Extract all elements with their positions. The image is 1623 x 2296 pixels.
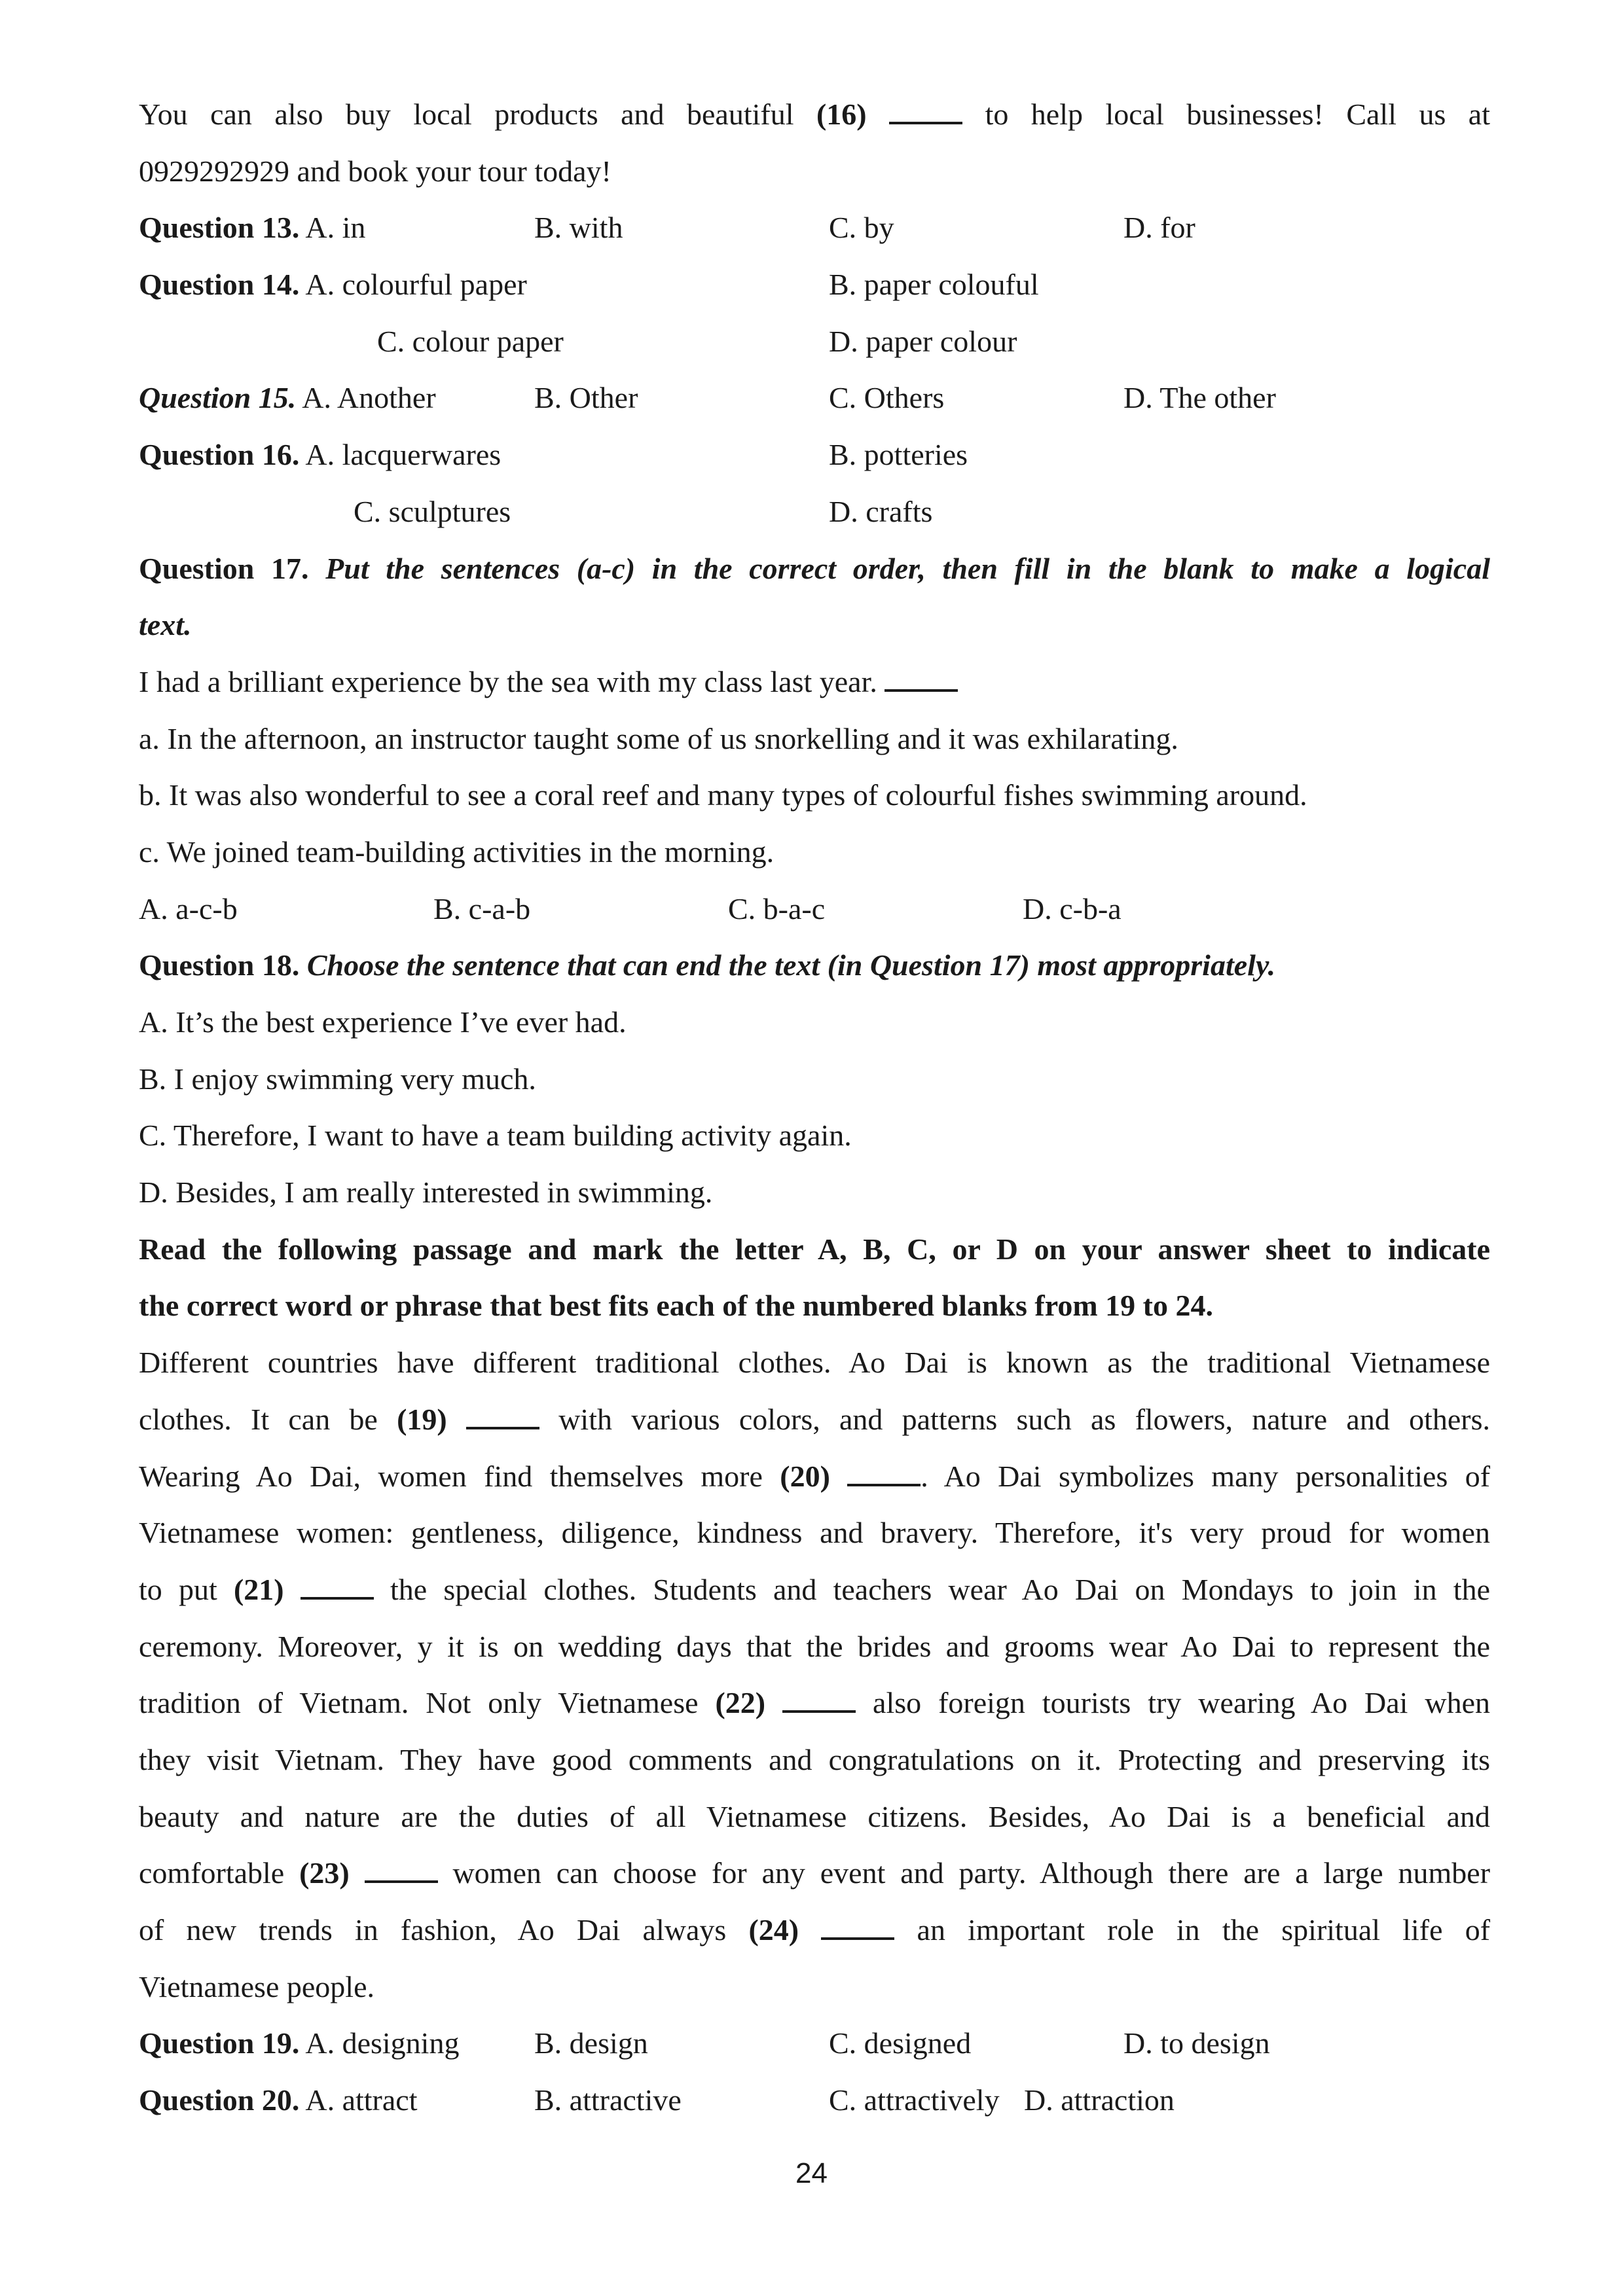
text: tradition of Vietnam. Not only Vietnamese — [139, 1686, 699, 1720]
option-d: D. Besides, I am really interested in swimming. — [139, 1175, 713, 1210]
option-c: C. sculptures — [354, 494, 511, 528]
question-label: Question 14. — [139, 268, 300, 302]
passage-line — [139, 1845, 1490, 1902]
blank-number: (19) — [397, 1402, 447, 1436]
option-a: A. in — [305, 211, 366, 245]
option-c: C. b-a-c — [728, 891, 826, 925]
sentence-a: a. In the afternoon, an instructor taught some of us snorkelling and it was exhilarating. — [139, 721, 1178, 755]
passage-line: Vietnamese people. — [139, 1969, 374, 2003]
option-b: B. design — [534, 2026, 648, 2060]
text: clothes. It can be — [139, 1402, 378, 1436]
option-a: A. attract — [305, 2083, 418, 2117]
option-a: A. colourful paper — [305, 268, 527, 302]
option-c: C. by — [829, 211, 894, 245]
option-a: A. lacquerwares — [305, 438, 501, 472]
reading-instruction: Read the following passage and mark the letter A, B, C, or D on your answer sheet to indicate — [139, 1232, 1490, 1266]
option-d: D. The other — [1123, 381, 1276, 415]
text: Wearing Ao Dai, women find themselves more — [139, 1459, 763, 1493]
text: the special clothes. Students and teachers wear Ao Dai on Mondays to join in the — [390, 1572, 1491, 1606]
text: women can choose for any event and party. Although there are a large number — [452, 1856, 1491, 1890]
question-16-cont — [139, 484, 1490, 541]
question-label: Question 17. — [139, 551, 309, 585]
option-c: C. designed — [829, 2026, 972, 2060]
option-c: C. attractively — [829, 2083, 1000, 2117]
question-17-instruction — [139, 541, 1490, 598]
answer-blank — [301, 1575, 374, 1600]
question-19 — [139, 2015, 1490, 2072]
blank-number: (24) — [748, 1913, 799, 1946]
sentence-c: c. We joined team-building activities in the morning. — [139, 834, 775, 869]
answer-blank — [884, 667, 958, 692]
text: . Ao Dai symbolizes many personalities of — [921, 1459, 1491, 1493]
question-14 — [139, 257, 1490, 314]
question-18-instruction — [139, 937, 1490, 994]
option-c: C. colour paper — [377, 324, 564, 358]
text: also foreign tourists try wearing Ao Dai when — [873, 1686, 1491, 1720]
sentence-b: b. It was also wonderful to see a coral reef and many types of colourful fishes swimming around. — [139, 778, 1307, 812]
page-number: 24 — [795, 2157, 828, 2189]
option-b: B. c-a-b — [433, 891, 531, 925]
passage-line: Vietnamese women: gentleness, diligence, kindness and bravery. Therefore, it's very proud for women — [139, 1516, 1490, 1550]
question-label: Question 16. — [139, 438, 300, 472]
blank-number: (21) — [233, 1572, 284, 1606]
option-a: A. a-c-b — [139, 891, 238, 925]
text: comfortable — [139, 1856, 285, 1890]
option-c: C. Therefore, I want to have a team building activity again. — [139, 1119, 852, 1153]
option-a: A. It’s the best experience I’ve ever had. — [139, 1005, 627, 1039]
document-page — [139, 86, 1490, 2129]
option-b: B. potteries — [829, 438, 968, 472]
text: of new trends in fashion, Ao Dai always — [139, 1913, 727, 1946]
reading-instruction: the correct word or phrase that best fits each of the numbered blanks from 19 to 24. — [139, 1289, 1213, 1323]
question-label: Question 13. — [139, 211, 300, 245]
blank-number: (20) — [780, 1459, 830, 1493]
passage-line — [139, 1675, 1490, 1732]
option-c: C. Others — [829, 381, 945, 415]
passage-line — [139, 86, 1490, 143]
passage-line — [139, 1902, 1490, 1959]
question-17-intro — [139, 654, 1490, 711]
question-label: Question 15. — [139, 381, 297, 415]
option-d: D. crafts — [829, 494, 933, 528]
passage-line: Different countries have different traditional clothes. Ao Dai is known as the traditional Vietnamese — [139, 1346, 1490, 1380]
answer-blank — [821, 1915, 894, 1940]
question-label: Question 19. — [139, 2026, 300, 2060]
option-d: D. to design — [1123, 2026, 1270, 2060]
answer-blank — [466, 1405, 539, 1429]
answer-blank — [782, 1688, 856, 1713]
passage-line — [139, 1448, 1490, 1505]
instruction: Put the sentences (a-c) in the correct order, then fill in the blank to make a logical — [325, 551, 1490, 585]
option-b: B. paper colouful — [829, 268, 1039, 302]
blank-number: (23) — [299, 1856, 350, 1890]
passage-line: ceremony. Moreover, y it is on wedding days that the brides and grooms wear Ao Dai to represent the — [139, 1629, 1490, 1663]
option-d: D. for — [1123, 211, 1195, 245]
option-b: B. Other — [534, 381, 638, 415]
question-label: Question 20. — [139, 2083, 300, 2117]
option-a: A. designing — [305, 2026, 460, 2060]
question-17-options — [139, 881, 1490, 938]
answer-blank — [847, 1462, 921, 1486]
answer-blank — [889, 99, 962, 124]
text: You can also buy local products and beautiful — [139, 98, 794, 131]
option-d: D. c-b-a — [1023, 891, 1122, 925]
passage-line: 0929292929 and book your tour today! — [139, 154, 611, 188]
question-13 — [139, 200, 1490, 257]
instruction: text. — [139, 608, 192, 642]
text: an important role in the spiritual life of — [917, 1913, 1491, 1946]
question-label: Question 18. — [139, 948, 300, 982]
option-d: D. attraction — [1024, 2083, 1175, 2117]
passage-line: beauty and nature are the duties of all Vietnamese citizens. Besides, Ao Dai is a beneficial and — [139, 1799, 1490, 1833]
text: to put — [139, 1572, 217, 1606]
option-b: B. attractive — [534, 2083, 682, 2117]
passage-line — [139, 1391, 1490, 1448]
blank-number: (16) — [816, 98, 867, 131]
option-b: B. I enjoy swimming very much. — [139, 1062, 536, 1096]
option-a: A. Another — [302, 381, 436, 415]
passage-line — [139, 1562, 1490, 1619]
text: to help local businesses! Call us at — [985, 98, 1491, 131]
text: with various colors, and patterns such as flowers, nature and others. — [558, 1402, 1490, 1436]
question-20 — [139, 2072, 1490, 2129]
option-d: D. paper colour — [829, 324, 1017, 358]
passage-line: they visit Vietnam. They have good comments and congratulations on it. Protecting and preserving its — [139, 1742, 1490, 1776]
option-b: B. with — [534, 211, 623, 245]
question-14-cont — [139, 314, 1490, 370]
answer-blank — [365, 1858, 438, 1883]
instruction: Choose the sentence that can end the text (in Question 17) most appropriately. — [306, 948, 1276, 982]
question-16 — [139, 427, 1490, 484]
text: I had a brilliant experience by the sea with my class last year. — [139, 664, 877, 698]
question-15 — [139, 370, 1490, 427]
blank-number: (22) — [715, 1686, 766, 1720]
